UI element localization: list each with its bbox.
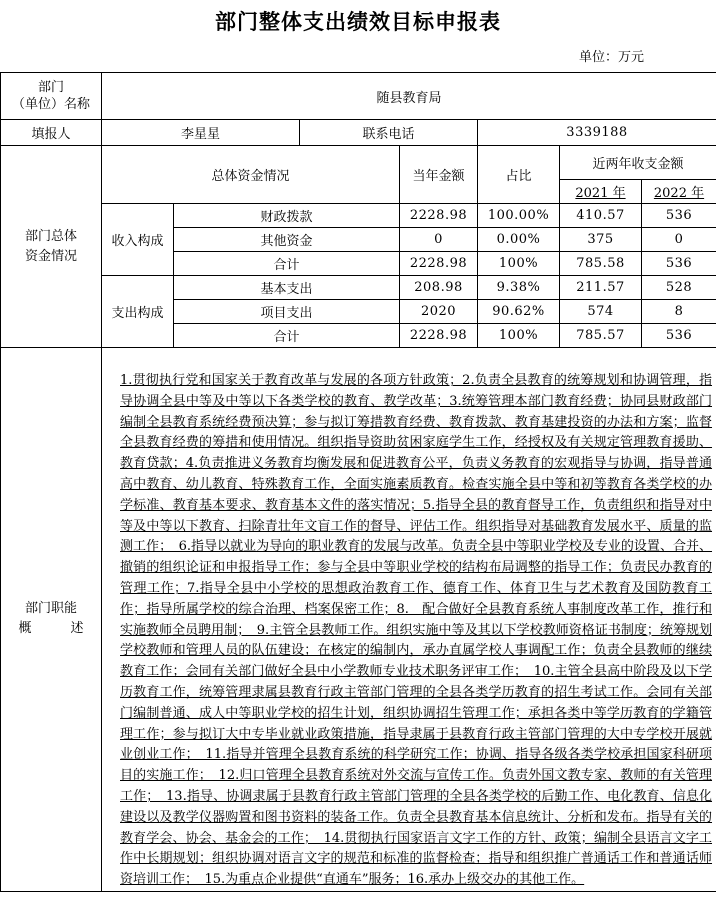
row-y1: 785.57 (560, 324, 642, 348)
col-ratio: 占比 (478, 146, 560, 204)
functions-text (102, 348, 716, 892)
row-y2: 528 (642, 276, 716, 300)
functions-label (1, 348, 102, 892)
dept-value: 随县教育局 (102, 73, 716, 120)
performance-table (0, 72, 716, 892)
filler-name: 李星星 (102, 120, 300, 146)
row-current: 2228.98 (400, 324, 478, 348)
functions-label-line1: 部门职能 (24, 601, 77, 617)
fund-row (1, 204, 716, 228)
unit-label: 单位：万元 (578, 50, 644, 65)
filler-label: 填报人 (1, 120, 102, 146)
row-name: 合计 (174, 324, 400, 348)
form-title: 部门整体支出绩效目标申报表 (215, 9, 501, 34)
dept-label: 部门 （单位）名称 (1, 73, 102, 120)
row-y1: 375 (560, 228, 642, 252)
income-label: 收入构成 (102, 204, 174, 276)
functions-row (1, 348, 716, 892)
expense-label: 支出构成 (102, 276, 174, 348)
row-name: 基本支出 (174, 276, 400, 300)
row-ratio: 9.38% (478, 276, 560, 300)
fund-row (1, 276, 716, 300)
row-name: 项目支出 (174, 300, 400, 324)
row-ratio: 100% (478, 324, 560, 348)
year-2022: 2022 年 (642, 180, 716, 204)
row-y1: 211.57 (560, 276, 642, 300)
row-ratio: 100.00% (478, 204, 560, 228)
row-ratio: 0.00% (478, 228, 560, 252)
row-y1: 410.57 (560, 204, 642, 228)
row-y2: 536 (642, 204, 716, 228)
overview-label: 总体资金情况 (102, 146, 400, 204)
row-y1: 574 (560, 300, 642, 324)
row-ratio: 90.62% (478, 300, 560, 324)
dept-row (1, 73, 716, 120)
row-name: 合计 (174, 252, 400, 276)
row-y2: 8 (642, 300, 716, 324)
row-y2: 536 (642, 324, 716, 348)
row-current: 2020 (400, 300, 478, 324)
functions-label-line2: 概 述 (18, 621, 84, 637)
row-name: 财政拨款 (174, 204, 400, 228)
row-y2: 0 (642, 228, 716, 252)
phone-value: 3339188 (478, 120, 716, 146)
row-current: 208.98 (400, 276, 478, 300)
row-current: 0 (400, 228, 478, 252)
row-current: 2228.98 (400, 252, 478, 276)
row-y1: 785.58 (560, 252, 642, 276)
funds-header-row (1, 146, 716, 180)
functions-text-body: 1.贯彻执行党和国家关于教育改革与发展的各项方针政策；2.负责全县教育的统筹规划和协调管理，指导协调全县中等及中等以下各类学校的教育、教学改革；3.统筹管理本部门教育经费；协同县财政部门编制全县教育系统经费预决算；参与拟订筹措教育经费、教育拨款、教育基建投资的办法和方案；监督全县教育经费的筹措和使用情况。组织指导资助贫困家庭学生工作，经授权及有关规定管理教育援助、教育贷款；4.负责推进义务教育均衡发展和促进教育公平，负责义务教育的宏观指导与协调，指导普通高中教育、幼儿教育、特殊教育工作，全面实施素质教育。检查实施全县中等和初等教育各类学校的办学标准、教育基本要求、教育基本文件的落实情况；5.指导全县的教育督导工作，负责组织和指导对中等及中等以下教育、扫除青壮年文盲工作的督导、评估工作。组织指导对基础教育发展水平、质量的监测工作； 6.指导以就业为导向的职业教育的发展与改革。负责全县中等职业学校及专业的设置、合并、撤销的组织论证和申报指导工作；参与全县中等职业学校的结构布局调整的指导工作；负责民办教育的管理工作；7.指导全县中小学校的思想政治教育工作、德育工作、体育卫生与艺术教育及国防教育工作；指导所属学校的综合治理、档案保密工作；8. 配合做好全县教育系统人事制度改革工作，推行和实施教师全员聘用制； 9.主管全县教师工作。组织实施中等及其以下学校教师资格证书制度；统筹规划学校教师和管理人员的队伍建设；在核定的编制内，承办直属学校人事调配工作；负责全县教师的继续教育工作；会同有关部门做好全县中小学教师专业技术职务评审工作； 10.主管全县高中阶段及以下学历教育工作，统筹管理隶属县教育行政主管部门管理的全县各类学历教育的招生考试工作。会同有关部门编制普通、成人中等职业学校的招生计划，组织协调招生管理工作；承担各类中等学历教育的学籍管理工作；参与拟订大中专毕业就业政策措施，指导隶属于县教育行政主管部门管理的大中专学校开展就业创业工作； 11.指导并管理全县教育系统的科学研究工作；协调、指导各级各类学校承担国家科研项目的实施工作； 12.归口管理全县教育系统对外交流与宣传工作。负责外国文教专家、教师的有关管理工作； 13.指导、协调隶属于县教育行政主管部门管理的全县各类学校的后勤工作、电化教育、信息化建设以及教学仪器购置和图书资料的装备工作。负责全县教育基本信息统计、分析和发布。指导有关的教育学会、协会、基金会的工作； 14.贯彻执行国家语言文字工作的方针、政策；编制全县语言文字工作中长期规划；组织协调对语言文字的规范和标准的监督检查；指导和组织推广普通话工作和普通话师资培训工作； 15.为重点企业提供“直通车”服务；16.承办上级交办的其他工作。 (120, 373, 713, 888)
col-current: 当年金额 (400, 146, 478, 204)
row-y2: 536 (642, 252, 716, 276)
row-name: 其他资金 (174, 228, 400, 252)
row-ratio: 100% (478, 252, 560, 276)
funds-section-label: 部门总体资金情况 (1, 146, 102, 348)
row-current: 2228.98 (400, 204, 478, 228)
col-recent: 近两年收支金额 (560, 146, 716, 180)
filler-row (1, 120, 716, 146)
phone-label: 联系电话 (300, 120, 478, 146)
year-2021: 2021 年 (560, 180, 642, 204)
